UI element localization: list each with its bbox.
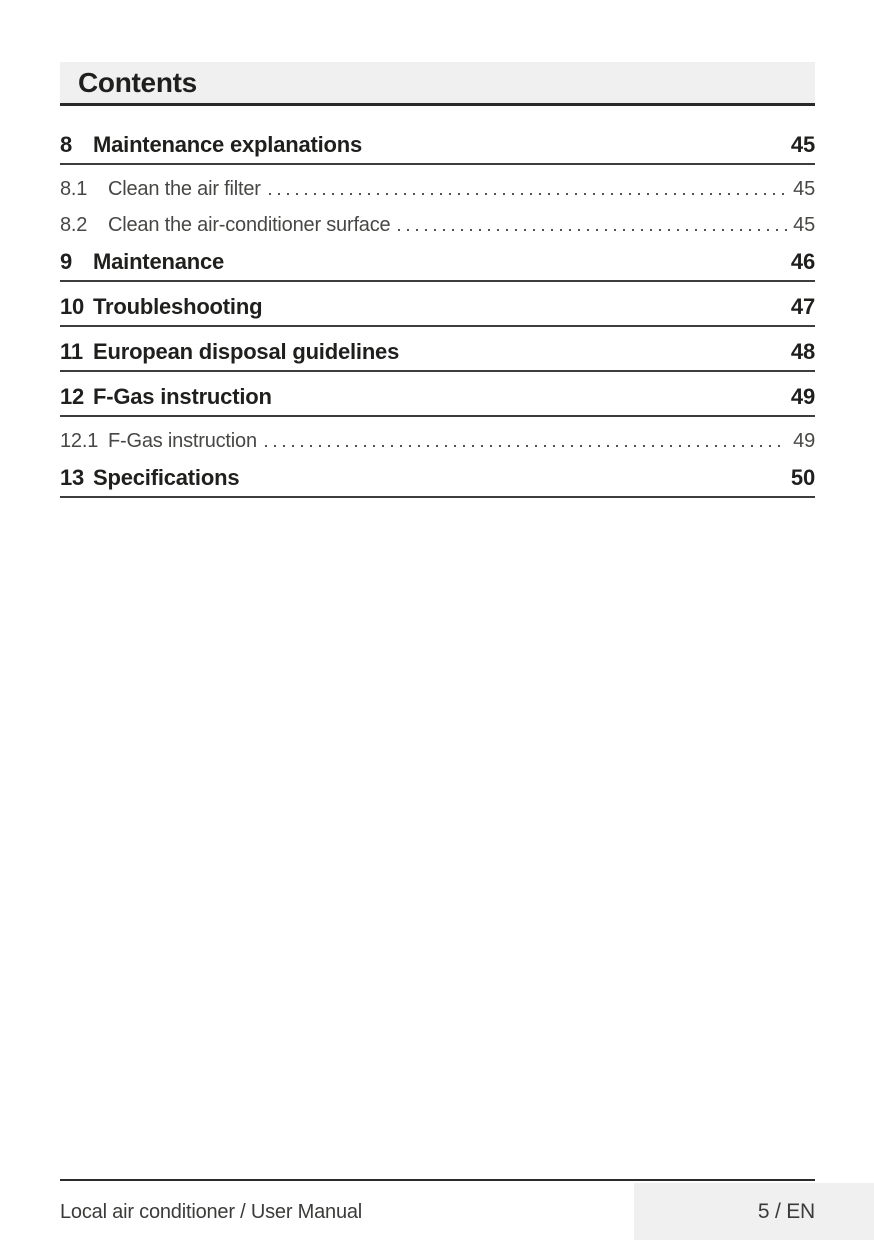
toc-entry-page: 45 [790,132,815,157]
toc-entry-chapter[interactable] [60,465,815,498]
toc-entry-number: 13 [60,465,85,490]
toc-entry-number: 11 [60,339,83,364]
toc-entry-number: 8 [60,132,73,157]
toc-entry-page: 47 [790,294,815,319]
dot-leader [232,267,785,269]
toc-entry-page: 46 [790,249,815,274]
toc-entry-chapter[interactable] [60,294,815,327]
toc-list [60,132,815,498]
dot-leader [370,150,785,152]
toc-entry-page: 49 [793,430,815,452]
toc-entry-number: 12 [60,384,85,409]
footer-page-box [634,1183,874,1240]
toc-entry-page: 45 [793,178,815,200]
toc-entry-title: European disposal guidelines [93,339,400,364]
footer-page-indicator: 5 / EN [757,1200,815,1223]
toc-entry-sub[interactable] [60,429,815,453]
toc-entry-sub[interactable] [60,213,815,237]
toc-entry-number: 10 [60,294,85,319]
toc-entry-page: 45 [793,214,815,236]
toc-entry-sub[interactable] [60,177,815,201]
toc-entry-chapter[interactable] [60,339,815,372]
toc-entry-title: Maintenance [93,249,225,274]
toc-entry-title: Maintenance explanations [93,132,363,157]
toc-entry-title: Troubleshooting [93,294,263,319]
toc-entry-title: Clean the air-conditioner surface [108,214,391,236]
toc-entry-number: 9 [60,249,73,274]
dot-leader [398,229,787,231]
dot-leader [280,402,785,404]
dot-leader [269,193,787,195]
toc-entry-chapter[interactable] [60,384,815,417]
toc-entry-title: Specifications [93,465,240,490]
toc-entry-page: 48 [790,339,815,364]
toc-entry-title: Clean the air filter [108,178,261,200]
footer-document-title: Local air conditioner / User Manual [60,1201,363,1223]
toc-entry-page: 50 [790,465,815,490]
contents-header-bar [60,62,815,106]
toc-entry-number: 12.1 [60,430,99,452]
dot-leader [407,357,785,359]
toc-entry-number: 8.1 [60,178,88,200]
toc-entry-page: 49 [790,384,815,409]
toc-entry-title: F-Gas instruction [93,384,272,409]
toc-entry-chapter[interactable] [60,249,815,282]
dot-leader [270,312,785,314]
toc-entry-number: 8.2 [60,214,88,236]
toc-entry-title: F-Gas instruction [108,430,257,452]
dot-leader [247,483,785,485]
dot-leader [265,445,787,447]
toc-entry-chapter[interactable] [60,132,815,165]
footer-divider [60,1179,815,1181]
page-title: Contents [78,66,197,98]
